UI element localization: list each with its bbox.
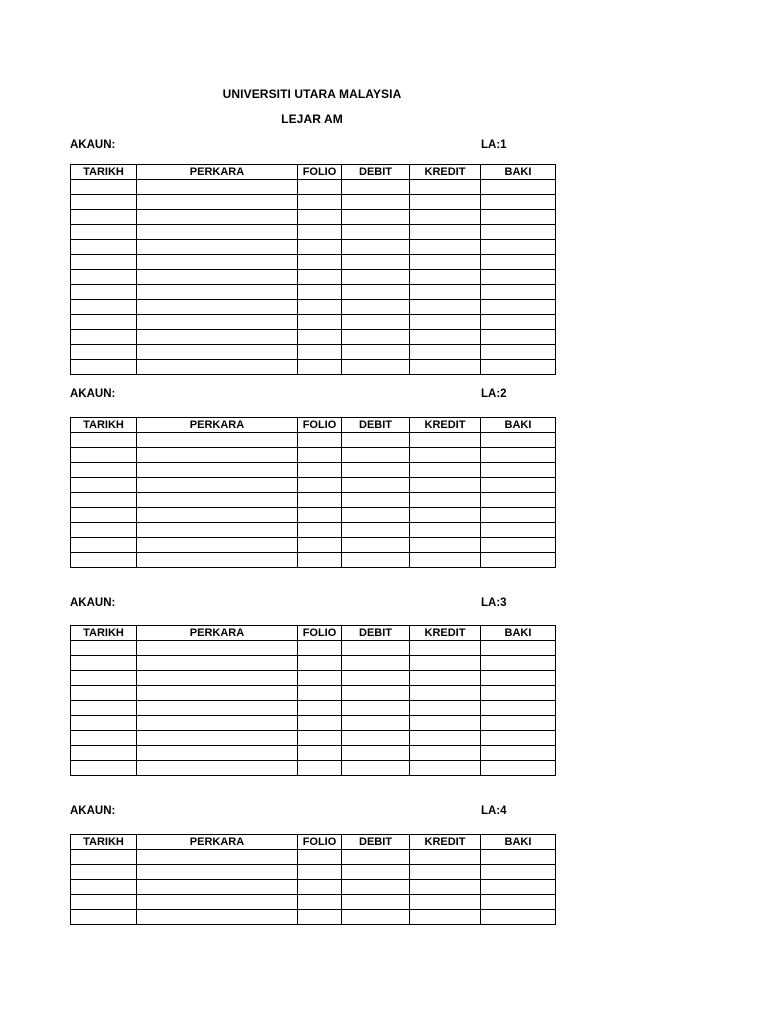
table-row bbox=[71, 270, 556, 285]
cell-baki bbox=[481, 493, 556, 508]
cell-tarikh bbox=[71, 850, 137, 865]
column-header-baki: BAKI bbox=[481, 418, 556, 433]
cell-folio bbox=[298, 330, 342, 345]
cell-kredit bbox=[410, 195, 481, 210]
cell-debit bbox=[342, 641, 410, 656]
cell-baki bbox=[481, 433, 556, 448]
ledger-code-4: LA:4 bbox=[481, 805, 507, 817]
cell-kredit bbox=[410, 671, 481, 686]
cell-baki bbox=[481, 463, 556, 478]
table-row bbox=[71, 701, 556, 716]
ledger-title: LEJAR AM bbox=[281, 112, 343, 126]
cell-debit bbox=[342, 508, 410, 523]
cell-baki bbox=[481, 270, 556, 285]
cell-folio bbox=[298, 523, 342, 538]
cell-folio bbox=[298, 716, 342, 731]
cell-perkara bbox=[137, 463, 298, 478]
cell-debit bbox=[342, 255, 410, 270]
cell-folio bbox=[298, 180, 342, 195]
ledger-table-2 bbox=[70, 417, 556, 568]
cell-folio bbox=[298, 671, 342, 686]
table-row bbox=[71, 478, 556, 493]
cell-perkara bbox=[137, 523, 298, 538]
cell-debit bbox=[342, 180, 410, 195]
table-row bbox=[71, 746, 556, 761]
ledger-table-3 bbox=[70, 625, 556, 776]
cell-folio bbox=[298, 686, 342, 701]
cell-perkara bbox=[137, 716, 298, 731]
cell-debit bbox=[342, 895, 410, 910]
cell-debit bbox=[342, 865, 410, 880]
cell-tarikh bbox=[71, 478, 137, 493]
cell-perkara bbox=[137, 895, 298, 910]
cell-kredit bbox=[410, 433, 481, 448]
cell-tarikh bbox=[71, 270, 137, 285]
table-row bbox=[71, 895, 556, 910]
cell-debit bbox=[342, 656, 410, 671]
column-header-tarikh: TARIKH bbox=[71, 626, 137, 641]
cell-kredit bbox=[410, 300, 481, 315]
cell-kredit bbox=[410, 910, 481, 925]
cell-baki bbox=[481, 671, 556, 686]
cell-kredit bbox=[410, 315, 481, 330]
cell-perkara bbox=[137, 865, 298, 880]
table-row bbox=[71, 641, 556, 656]
cell-baki bbox=[481, 716, 556, 731]
cell-baki bbox=[481, 285, 556, 300]
cell-tarikh bbox=[71, 210, 137, 225]
cell-debit bbox=[342, 225, 410, 240]
cell-debit bbox=[342, 701, 410, 716]
cell-baki bbox=[481, 180, 556, 195]
cell-folio bbox=[298, 910, 342, 925]
cell-tarikh bbox=[71, 686, 137, 701]
cell-tarikh bbox=[71, 761, 137, 776]
account-label-4: AKAUN: bbox=[70, 805, 116, 817]
cell-debit bbox=[342, 195, 410, 210]
cell-tarikh bbox=[71, 360, 137, 375]
table-row bbox=[71, 360, 556, 375]
table-row bbox=[71, 225, 556, 240]
cell-perkara bbox=[137, 671, 298, 686]
cell-baki bbox=[481, 656, 556, 671]
cell-perkara bbox=[137, 180, 298, 195]
cell-folio bbox=[298, 731, 342, 746]
column-header-folio: FOLIO bbox=[298, 835, 342, 850]
cell-kredit bbox=[410, 880, 481, 895]
column-header-kredit: KREDIT bbox=[410, 626, 481, 641]
table-row bbox=[71, 255, 556, 270]
table-row bbox=[71, 671, 556, 686]
cell-folio bbox=[298, 315, 342, 330]
cell-folio bbox=[298, 360, 342, 375]
column-header-folio: FOLIO bbox=[298, 418, 342, 433]
cell-folio bbox=[298, 255, 342, 270]
cell-perkara bbox=[137, 255, 298, 270]
cell-debit bbox=[342, 553, 410, 568]
cell-perkara bbox=[137, 285, 298, 300]
table-row bbox=[71, 523, 556, 538]
cell-kredit bbox=[410, 761, 481, 776]
cell-debit bbox=[342, 330, 410, 345]
table-row bbox=[71, 493, 556, 508]
cell-kredit bbox=[410, 240, 481, 255]
cell-folio bbox=[298, 270, 342, 285]
cell-perkara bbox=[137, 641, 298, 656]
cell-tarikh bbox=[71, 345, 137, 360]
cell-debit bbox=[342, 538, 410, 553]
ledger-table-4 bbox=[70, 834, 556, 925]
cell-kredit bbox=[410, 493, 481, 508]
cell-perkara bbox=[137, 731, 298, 746]
account-label-3: AKAUN: bbox=[70, 597, 116, 609]
cell-kredit bbox=[410, 285, 481, 300]
cell-folio bbox=[298, 240, 342, 255]
table-row bbox=[71, 345, 556, 360]
cell-perkara bbox=[137, 225, 298, 240]
cell-kredit bbox=[410, 508, 481, 523]
cell-folio bbox=[298, 701, 342, 716]
cell-baki bbox=[481, 345, 556, 360]
cell-perkara bbox=[137, 553, 298, 568]
column-header-debit: DEBIT bbox=[342, 626, 410, 641]
column-header-debit: DEBIT bbox=[342, 835, 410, 850]
cell-kredit bbox=[410, 478, 481, 493]
cell-folio bbox=[298, 478, 342, 493]
cell-kredit bbox=[410, 330, 481, 345]
cell-tarikh bbox=[71, 463, 137, 478]
cell-folio bbox=[298, 850, 342, 865]
cell-debit bbox=[342, 493, 410, 508]
cell-perkara bbox=[137, 330, 298, 345]
table-row bbox=[71, 850, 556, 865]
account-label-2: AKAUN: bbox=[70, 388, 116, 400]
header-row bbox=[71, 165, 556, 180]
column-header-perkara: PERKARA bbox=[137, 626, 298, 641]
column-header-debit: DEBIT bbox=[342, 165, 410, 180]
table-row bbox=[71, 240, 556, 255]
cell-tarikh bbox=[71, 865, 137, 880]
column-header-perkara: PERKARA bbox=[137, 418, 298, 433]
cell-debit bbox=[342, 300, 410, 315]
cell-folio bbox=[298, 285, 342, 300]
cell-debit bbox=[342, 880, 410, 895]
cell-perkara bbox=[137, 910, 298, 925]
cell-debit bbox=[342, 463, 410, 478]
cell-kredit bbox=[410, 895, 481, 910]
cell-baki bbox=[481, 880, 556, 895]
cell-perkara bbox=[137, 360, 298, 375]
column-header-kredit: KREDIT bbox=[410, 165, 481, 180]
column-header-folio: FOLIO bbox=[298, 165, 342, 180]
cell-perkara bbox=[137, 448, 298, 463]
cell-kredit bbox=[410, 448, 481, 463]
cell-baki bbox=[481, 686, 556, 701]
column-header-baki: BAKI bbox=[481, 626, 556, 641]
table-row bbox=[71, 686, 556, 701]
cell-kredit bbox=[410, 656, 481, 671]
cell-debit bbox=[342, 433, 410, 448]
cell-tarikh bbox=[71, 731, 137, 746]
table-row bbox=[71, 910, 556, 925]
table-row bbox=[71, 538, 556, 553]
cell-folio bbox=[298, 656, 342, 671]
cell-debit bbox=[342, 478, 410, 493]
cell-folio bbox=[298, 195, 342, 210]
cell-tarikh bbox=[71, 300, 137, 315]
cell-perkara bbox=[137, 508, 298, 523]
cell-baki bbox=[481, 523, 556, 538]
cell-tarikh bbox=[71, 553, 137, 568]
cell-tarikh bbox=[71, 315, 137, 330]
cell-baki bbox=[481, 255, 556, 270]
cell-perkara bbox=[137, 493, 298, 508]
cell-tarikh bbox=[71, 180, 137, 195]
cell-tarikh bbox=[71, 508, 137, 523]
cell-perkara bbox=[137, 761, 298, 776]
table-row bbox=[71, 656, 556, 671]
cell-baki bbox=[481, 553, 556, 568]
cell-baki bbox=[481, 910, 556, 925]
cell-perkara bbox=[137, 433, 298, 448]
cell-tarikh bbox=[71, 910, 137, 925]
cell-baki bbox=[481, 641, 556, 656]
cell-debit bbox=[342, 716, 410, 731]
table-row bbox=[71, 300, 556, 315]
cell-perkara bbox=[137, 270, 298, 285]
cell-kredit bbox=[410, 270, 481, 285]
header-row bbox=[71, 418, 556, 433]
table-row bbox=[71, 210, 556, 225]
cell-folio bbox=[298, 641, 342, 656]
column-header-tarikh: TARIKH bbox=[71, 835, 137, 850]
table-row bbox=[71, 330, 556, 345]
column-header-baki: BAKI bbox=[481, 835, 556, 850]
table-row bbox=[71, 433, 556, 448]
cell-folio bbox=[298, 448, 342, 463]
cell-baki bbox=[481, 478, 556, 493]
cell-baki bbox=[481, 865, 556, 880]
cell-tarikh bbox=[71, 880, 137, 895]
cell-baki bbox=[481, 850, 556, 865]
cell-kredit bbox=[410, 210, 481, 225]
cell-tarikh bbox=[71, 433, 137, 448]
table-row bbox=[71, 865, 556, 880]
cell-folio bbox=[298, 895, 342, 910]
table-row bbox=[71, 195, 556, 210]
cell-folio bbox=[298, 865, 342, 880]
cell-tarikh bbox=[71, 656, 137, 671]
cell-baki bbox=[481, 195, 556, 210]
table-row bbox=[71, 180, 556, 195]
cell-perkara bbox=[137, 300, 298, 315]
cell-baki bbox=[481, 330, 556, 345]
table-row bbox=[71, 448, 556, 463]
cell-tarikh bbox=[71, 195, 137, 210]
cell-folio bbox=[298, 538, 342, 553]
cell-kredit bbox=[410, 553, 481, 568]
cell-perkara bbox=[137, 478, 298, 493]
cell-kredit bbox=[410, 225, 481, 240]
column-header-folio: FOLIO bbox=[298, 626, 342, 641]
cell-baki bbox=[481, 701, 556, 716]
cell-tarikh bbox=[71, 716, 137, 731]
cell-tarikh bbox=[71, 240, 137, 255]
cell-tarikh bbox=[71, 701, 137, 716]
cell-kredit bbox=[410, 746, 481, 761]
ledger-code-3: LA:3 bbox=[481, 597, 507, 609]
cell-kredit bbox=[410, 865, 481, 880]
ledger-code-1: LA:1 bbox=[481, 139, 507, 151]
cell-tarikh bbox=[71, 285, 137, 300]
cell-kredit bbox=[410, 641, 481, 656]
cell-baki bbox=[481, 225, 556, 240]
cell-perkara bbox=[137, 880, 298, 895]
cell-perkara bbox=[137, 686, 298, 701]
cell-perkara bbox=[137, 345, 298, 360]
cell-debit bbox=[342, 448, 410, 463]
cell-tarikh bbox=[71, 493, 137, 508]
column-header-kredit: KREDIT bbox=[410, 835, 481, 850]
cell-kredit bbox=[410, 180, 481, 195]
cell-tarikh bbox=[71, 330, 137, 345]
cell-debit bbox=[342, 731, 410, 746]
cell-kredit bbox=[410, 345, 481, 360]
cell-baki bbox=[481, 895, 556, 910]
cell-tarikh bbox=[71, 895, 137, 910]
ledger-code-2: LA:2 bbox=[481, 388, 507, 400]
cell-perkara bbox=[137, 210, 298, 225]
cell-tarikh bbox=[71, 448, 137, 463]
cell-debit bbox=[342, 240, 410, 255]
cell-perkara bbox=[137, 701, 298, 716]
cell-folio bbox=[298, 300, 342, 315]
cell-folio bbox=[298, 761, 342, 776]
cell-kredit bbox=[410, 538, 481, 553]
cell-kredit bbox=[410, 686, 481, 701]
table-row bbox=[71, 508, 556, 523]
cell-kredit bbox=[410, 360, 481, 375]
column-header-tarikh: TARIKH bbox=[71, 165, 137, 180]
cell-baki bbox=[481, 746, 556, 761]
cell-tarikh bbox=[71, 538, 137, 553]
cell-debit bbox=[342, 850, 410, 865]
header-row bbox=[71, 835, 556, 850]
cell-tarikh bbox=[71, 671, 137, 686]
column-header-baki: BAKI bbox=[481, 165, 556, 180]
cell-baki bbox=[481, 210, 556, 225]
cell-kredit bbox=[410, 463, 481, 478]
cell-debit bbox=[342, 671, 410, 686]
cell-kredit bbox=[410, 701, 481, 716]
header-row bbox=[71, 626, 556, 641]
cell-folio bbox=[298, 433, 342, 448]
cell-kredit bbox=[410, 523, 481, 538]
cell-baki bbox=[481, 508, 556, 523]
table-row bbox=[71, 716, 556, 731]
university-title: UNIVERSITI UTARA MALAYSIA bbox=[222, 87, 402, 101]
cell-folio bbox=[298, 463, 342, 478]
cell-folio bbox=[298, 225, 342, 240]
column-header-debit: DEBIT bbox=[342, 418, 410, 433]
cell-debit bbox=[342, 345, 410, 360]
ledger-table-1 bbox=[70, 164, 556, 375]
cell-debit bbox=[342, 746, 410, 761]
cell-debit bbox=[342, 761, 410, 776]
cell-perkara bbox=[137, 850, 298, 865]
cell-debit bbox=[342, 523, 410, 538]
cell-folio bbox=[298, 345, 342, 360]
cell-debit bbox=[342, 210, 410, 225]
cell-baki bbox=[481, 761, 556, 776]
cell-tarikh bbox=[71, 641, 137, 656]
cell-debit bbox=[342, 910, 410, 925]
cell-baki bbox=[481, 538, 556, 553]
cell-perkara bbox=[137, 746, 298, 761]
table-row bbox=[71, 731, 556, 746]
cell-tarikh bbox=[71, 225, 137, 240]
cell-perkara bbox=[137, 656, 298, 671]
column-header-perkara: PERKARA bbox=[137, 835, 298, 850]
cell-kredit bbox=[410, 716, 481, 731]
cell-perkara bbox=[137, 315, 298, 330]
cell-perkara bbox=[137, 195, 298, 210]
cell-debit bbox=[342, 686, 410, 701]
cell-folio bbox=[298, 746, 342, 761]
cell-debit bbox=[342, 270, 410, 285]
cell-folio bbox=[298, 553, 342, 568]
table-row bbox=[71, 761, 556, 776]
table-row bbox=[71, 880, 556, 895]
cell-folio bbox=[298, 210, 342, 225]
cell-perkara bbox=[137, 240, 298, 255]
account-label-1: AKAUN: bbox=[70, 139, 116, 151]
cell-folio bbox=[298, 508, 342, 523]
cell-debit bbox=[342, 360, 410, 375]
cell-tarikh bbox=[71, 523, 137, 538]
cell-baki bbox=[481, 240, 556, 255]
cell-debit bbox=[342, 315, 410, 330]
cell-baki bbox=[481, 360, 556, 375]
cell-baki bbox=[481, 448, 556, 463]
cell-debit bbox=[342, 285, 410, 300]
table-row bbox=[71, 553, 556, 568]
cell-kredit bbox=[410, 850, 481, 865]
cell-tarikh bbox=[71, 746, 137, 761]
cell-folio bbox=[298, 493, 342, 508]
cell-baki bbox=[481, 300, 556, 315]
table-row bbox=[71, 463, 556, 478]
cell-tarikh bbox=[71, 255, 137, 270]
column-header-tarikh: TARIKH bbox=[71, 418, 137, 433]
cell-kredit bbox=[410, 255, 481, 270]
cell-kredit bbox=[410, 731, 481, 746]
cell-perkara bbox=[137, 538, 298, 553]
column-header-perkara: PERKARA bbox=[137, 165, 298, 180]
cell-folio bbox=[298, 880, 342, 895]
cell-baki bbox=[481, 315, 556, 330]
table-row bbox=[71, 315, 556, 330]
table-row bbox=[71, 285, 556, 300]
cell-baki bbox=[481, 731, 556, 746]
column-header-kredit: KREDIT bbox=[410, 418, 481, 433]
